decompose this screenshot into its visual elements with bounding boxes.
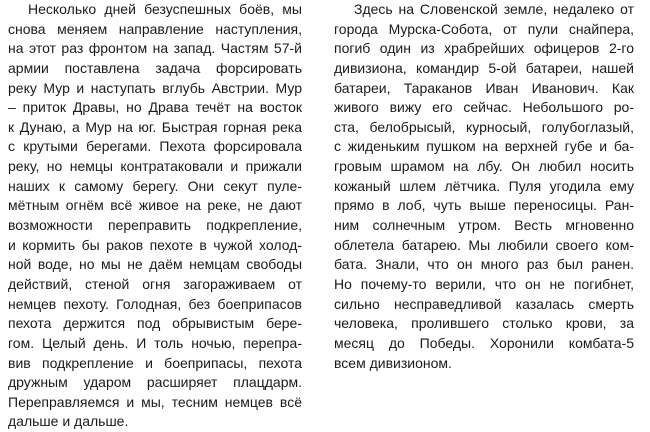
text-line: живого вижу его сейчас. Небольшого ро- [334, 99, 634, 116]
text-line: батареи, Тараканов Иван Иванович. Как [334, 79, 634, 96]
text-line: дальше и дальше. [8, 413, 129, 430]
text-line: всем дивизионом. [334, 354, 452, 371]
text-line: с крутыми берегами. Пехота форсировала [8, 138, 302, 155]
text-line: реку Мур и наступать вглубь Австрии. Мур [8, 79, 302, 96]
text-line: и кормить бы раков пехоте в чужой холод- [8, 236, 302, 253]
text-line: кожаный шлем лётчика. Пуля угодила ему [334, 177, 634, 194]
text-line: мётным огнём всё живое на реке, не дают [8, 197, 302, 214]
text-line: гом. Целый день. И толь ночью, перепра- [8, 334, 302, 351]
text-line: вив подкрепление и боеприпасы, пехота [8, 354, 302, 371]
text-line: месяц до Победы. Хоронили комбата-5 [334, 334, 634, 351]
text-line: Здесь на Словенской земле, недалеко от [354, 1, 634, 17]
text-line: к Дунаю, а Мур на юг. Быстрая горная река [8, 118, 302, 135]
text-line: облетела батарею. Мы любили своего ком- [334, 236, 634, 253]
text-line: человека, пролившего столько крови, за [334, 315, 634, 332]
text-line: ной воде, но мы не даём немцам свободы [8, 256, 302, 273]
text-line: армии поставлена задача форсировать [8, 59, 302, 76]
text-line: возможности переправить подкрепление, [8, 217, 302, 234]
text-line: города Мурска-Собота, от пули снайпера, [334, 20, 634, 37]
text-line: с жиденьким пушком на верхней губе и ба- [334, 138, 634, 155]
text-line: немцев пехоту. Голодная, без боеприпасов [8, 295, 302, 312]
text-line: пехота держится под обрывистым бере- [8, 315, 302, 332]
right-text-column [334, 0, 634, 373]
text-line: дивизиона, командир 5-ой батареи, нашей [334, 59, 634, 76]
left-text-column [8, 0, 302, 432]
text-line: гровым шрамом на лбу. Он любил носить [334, 158, 634, 175]
text-line: реку, но немцы контратаковали и прижали [8, 158, 302, 175]
text-line: погиб один из храбрейших офицеров 2-го [334, 40, 634, 57]
text-line: бата. Знали, что он много раз был ранен. [334, 256, 634, 273]
text-line: дружным ударом расширяет плацдарм. [8, 374, 302, 391]
text-line: действий, стеной огня загораживаем от [8, 275, 302, 292]
text-line: – приток Дравы, но Драва течёт на восток [8, 99, 302, 116]
text-line: сильно несправедливой казалась смерть [334, 295, 634, 312]
text-line: Несколько дней безуспешных боёв, мы [28, 1, 302, 17]
text-line: прямо в лоб, чуть выше переносицы. Ран- [334, 197, 634, 214]
text-line: ним солнечным утром. Весть мгновенно [334, 217, 634, 234]
text-line: Но почему-то верили, что он не погибнет, [334, 275, 634, 292]
text-line: ста, белобрысый, курносый, голубоглазый, [334, 118, 634, 135]
text-line: наших к самому берегу. Они секут пуле- [8, 177, 302, 194]
text-line: Переправляемся и мы, тесним немцев всё [8, 393, 302, 410]
text-line: снова меняем направление наступления, [8, 20, 302, 37]
text-line: на этот раз фронтом на запад. Частям 57-й [8, 40, 302, 57]
